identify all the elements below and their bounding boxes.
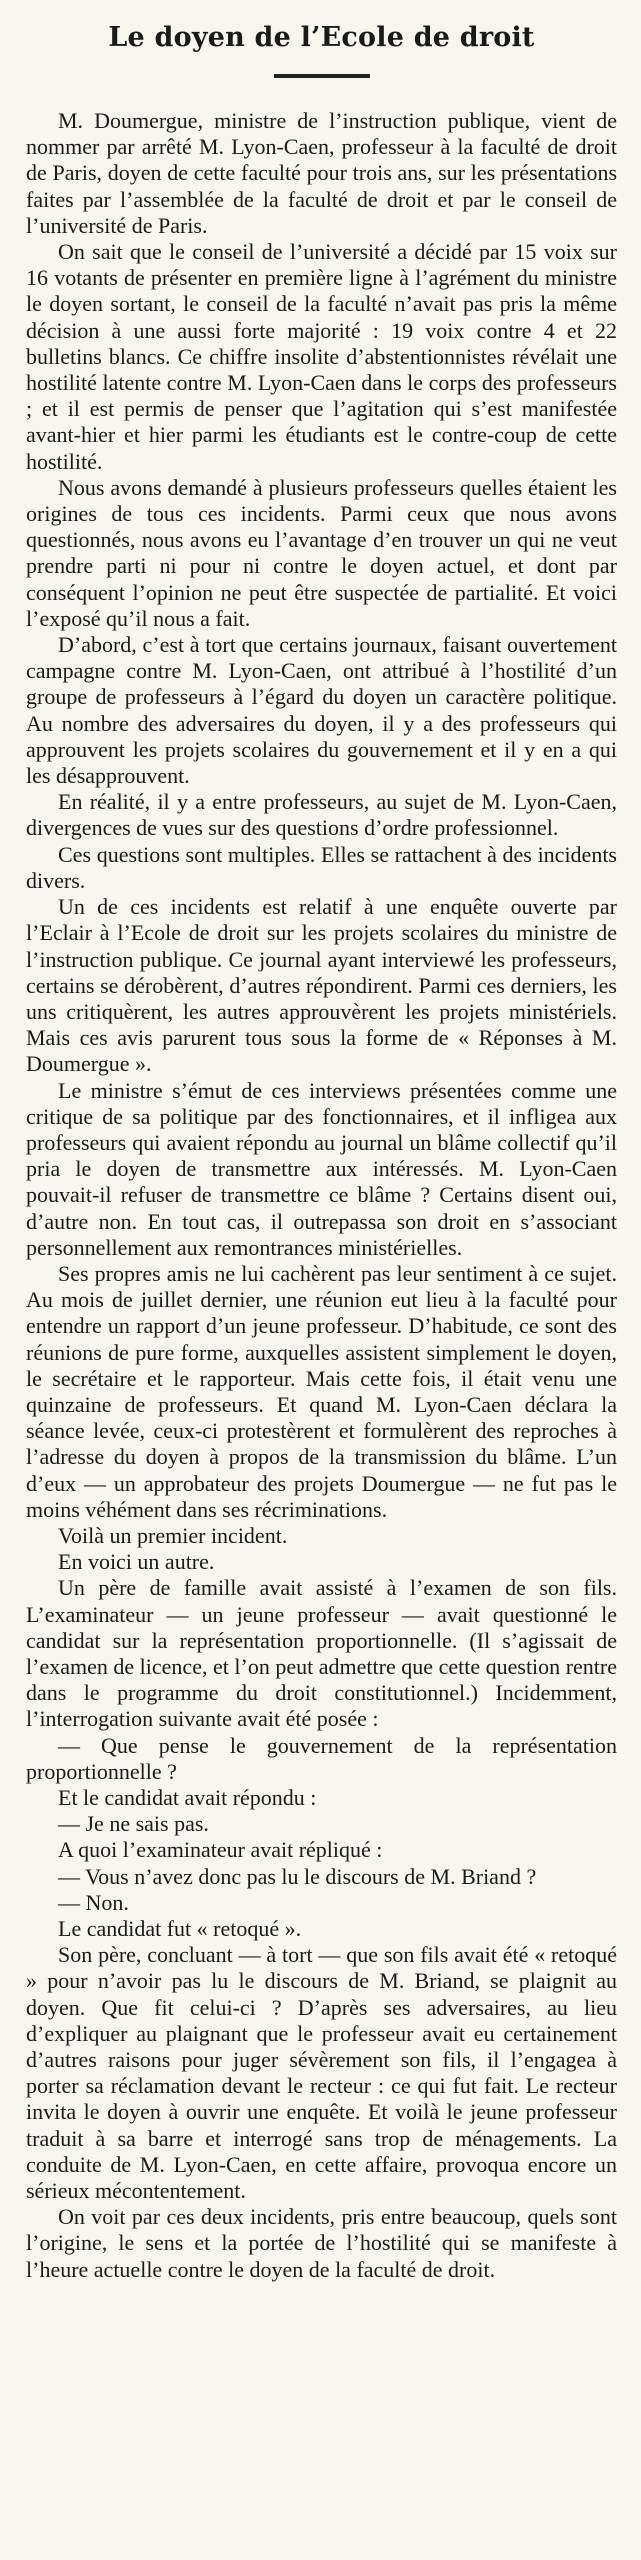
article-body <box>26 108 617 2283</box>
title-divider <box>274 74 370 78</box>
paragraph: Et le candidat avait répondu : <box>58 1785 317 1810</box>
paragraph: Le ministre s’émut de ces interviews présentées comme une critique de sa politique par des fonctionnaires, et il infligea aux professeurs qui avaient répondu au journal un blâme collectif qu’il pria le doyen de transmettre aux intéressés. M. Lyon-Caen pouvait-il refuser de transmettre ce blâme ? Certains disent oui, d’autre non. En tout cas, il outrepassa son droit en s’associant personnellement aux remontrances ministérielles. <box>26 1077 617 1260</box>
paragraph: Ses propres amis ne lui cachèrent pas leur sentiment à ce sujet. Au mois de juillet dernier, une réunion eut lieu à la faculté pour entendre un rapport d’un jeune professeur. D’habitude, ce sont des réunions de pure forme, auxquelles assistent simplement le doyen, le secrétaire et le rapporteur. Mais cette fois, il était venu une quinzaine de professeurs. Et quand M. Lyon-Caen déclara la séance levée, ceux-ci protestèrent et formulèrent des reproches à l’adresse du doyen à propos de la transmission du blâme. L’un d’eux — un approbateur des projets Doumergue — ne fut pas le moins véhément dans ses récriminations. <box>26 1260 617 1522</box>
paragraph: Le candidat fut « retoqué ». <box>58 1916 302 1942</box>
dialogue-line: — Je ne sais pas. <box>58 1811 209 1837</box>
dialogue-line: — Que pense le gouvernement de la représentation proportionnelle ? <box>26 1732 617 1784</box>
paragraph: Un père de famille avait assisté à l’examen de son fils. L’examinateur — un jeune professeur — avait questionné le candidat sur la représentation proportionnelle. (Il s’agissait de l’examen de licence, et l’on peut admettre que cette question rentre dans le programme du droit constitutionnel.) Incidemment, l’interrogation suivante avait été posée : <box>26 1575 617 1732</box>
paragraph: Ces questions sont multiples. Elles se rattachent à des incidents divers. <box>26 841 617 893</box>
paragraph: A quoi l’examinateur avait répliqué : <box>58 1837 383 1863</box>
dialogue-line: — Vous n’avez donc pas lu le discours de M. Briand ? <box>58 1863 537 1889</box>
article-title: Le doyen de l’Ecole de droit <box>108 22 535 53</box>
paragraph: On sait que le conseil de l’université a décidé par 15 voix sur 16 votants de présenter en première ligne à l’agrément du ministre le doyen sortant, le conseil de la faculté n’avait pas pris la même décision à une aussi forte majorité : 19 voix contre 4 et 22 bulletins blancs. Ce chiffre insolite d’abstentionnistes révélait une hostilité latente contre M. Lyon-Caen dans le corps des professeurs ; et il est permis de penser que l’agitation qui s’est manifestée avant-hier et hier parmi les étudiants est le contre-coup de cette hostilité. <box>26 239 617 474</box>
paragraph: En réalité, il y a entre professeurs, au sujet de M. Lyon-Caen, divergences de vues sur des questions d’ordre professionnel. <box>26 789 617 841</box>
dialogue-line: — Non. <box>58 1889 129 1915</box>
paragraph: En voici un autre. <box>58 1549 215 1575</box>
paragraph: M. Doumergue, ministre de l’instruction publique, vient de nommer par arrêté M. Lyon-Caen, professeur à la faculté de droit de Paris, doyen de cette faculté pour trois ans, sur les présentations faites par l’assemblée de la faculté de droit et par le conseil de l’université de Paris. <box>26 108 617 238</box>
paragraph: D’abord, c’est à tort que certains journaux, faisant ouvertement campagne contre M. Lyon-Caen, ont attribué à l’hostilité d’un groupe de professeurs à l’égard du doyen un caractère politique. Au nombre des adversaires du doyen, il y a des professeurs qui approuvent les projets scolaires du gouvernement et il y en a qui les désapprouvent. <box>26 632 617 789</box>
paragraph: On voit par ces deux incidents, pris entre beaucoup, quels sont l’origine, le sens et la portée de l’hostilité qui se manifeste à l’heure actuelle contre le doyen de la faculté de droit. <box>26 2204 617 2282</box>
paragraph: Son père, concluant — à tort — que son fils avait été « retoqué » pour n’avoir pas lu le discours de M. Briand, se plaignit au doyen. Que fit celui-ci ? D’après ses adversaires, au lieu d’expliquer au plaignant que le professeur avait eu certainement d’autres raisons pour juger sévèrement son fils, il l’engagea à porter sa réclamation devant le recteur : ce qui fut fait. Le recteur invita le doyen à ouvrir une enquête. Et voilà le jeune professeur traduit à sa barre et interrogé sans trop de ménagements. La conduite de M. Lyon-Caen, en cette affaire, provoqua encore un sérieux mécontentement. <box>26 1942 617 2204</box>
paragraph: Voilà un premier incident. <box>58 1522 288 1548</box>
paragraph: Nous avons demandé à plusieurs professeurs quelles étaient les origines de tous ces incidents. Parmi ceux que nous avons questionnés, nous avons eu l’avantage d’en trouver un qui ne veut prendre parti ni pour ni contre le doyen actuel, et dont par conséquent l’opinion ne peut être suspectée de partialité. Et voici l’exposé qu’il nous a fait. <box>26 474 617 631</box>
paragraph: Un de ces incidents est relatif à une enquête ouverte par l’Eclair à l’Ecole de droit sur les projets scolaires du ministre de l’instruction publique. Ce journal ayant interviewé les professeurs, certains se dérobèrent, d’autres répondirent. Parmi ces derniers, les uns critiquèrent, les autres approuvèrent les projets ministériels. Mais ces avis parurent tous sous la forme de « Réponses à M. Doumergue ». <box>26 894 617 1077</box>
